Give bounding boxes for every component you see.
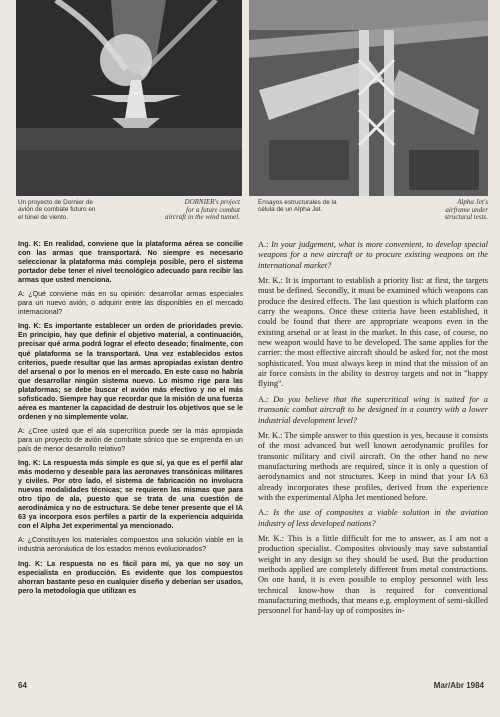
spanish-paragraph: [18, 560, 243, 596]
speaker-label: A:: [18, 536, 25, 545]
paragraph-text: This is a little difficult for me to answer, as I am not a production specialist. Composites obviously may save substantial weight in any design so they should be used. But the production methods applied are completely different from metal constructions. On one hand, it is even possible to employ personnel with less technical know-how than is required for conventional manufacturing methods, that means e.g. employment of semi-skilled personnel for hand-lay up of composites in-: [258, 533, 488, 616]
speaker-label: Ing. K:: [18, 459, 41, 468]
english-paragraph: [258, 240, 488, 271]
right-caption-spanish: Ensayos estructurales de la célula de un Alpha Jet.: [258, 199, 337, 214]
wind-tunnel-photo: [16, 0, 242, 196]
spanish-paragraph: [18, 322, 243, 422]
left-caption-spanish: Un proyecto de Dornier de avión de combate futuro en el túnel de viento.: [18, 199, 96, 221]
paragraph-text: La respuesta más simple es que sí, ya que es el perfil alar más moderno y deseable para las aeronaves transónicas militares y civiles. Por otro lado, el sistema de fabricación no involucra nuevas modalidades técnicas; se requieren las mismas que para otro tipo de ala, puesto que se trata de una cuestión de aerodinámica y no de estructura. Se debe tener presente que el IA 63 ya incorpora esos perfiles a partir de la experiencia adquirida con el Alpha Jet experimental ya mencionado.: [18, 459, 243, 531]
left-caption-english-line: aircraft in the wind tunnel.: [165, 213, 240, 222]
wind-tunnel-illustration: [16, 0, 242, 196]
paragraph-text: ¿Cree usted que el ala supercrítica puede ser la más apropiada para un proyecto de avión de combate sónico que se emprenda en un país de menor desarrollo relativo?: [18, 426, 243, 453]
spanish-paragraph: [18, 427, 243, 454]
speaker-label: A:: [18, 290, 25, 299]
left-caption-english-line: DORNIER's project: [184, 198, 240, 206]
english-paragraph: [258, 276, 488, 390]
page-number: 64: [18, 681, 27, 690]
paragraph-text: Es importante establecer un orden de prioridades previo. En principio, hay que definir el objetivo material, a continuación, precisar qué arma podrá lograr el efecto deseado; finalmente, con qué plataforma se la transportará. Una vez establecidos estos criterios, puede resultar que las armas apropiadas existan dentro del arsenal o por lo menos en el mercado. En este caso no habría que desarrollar ningún sistema nuevo. Lo mismo rige para las plataformas; se debe buscar el avión más efectivo y no el más sofisticado. Siempre hay que recordar que la misión de una fuerza aérea es mantener la capacidad de destruir los objetivos que se le ordenen y no simplemente volar.: [18, 322, 243, 421]
left-caption-english-line: for a future combat: [186, 205, 240, 214]
english-paragraph: [258, 395, 488, 426]
spanish-column: [18, 240, 243, 601]
right-caption-english-line: Alpha Jet's: [457, 198, 488, 206]
left-caption-english: [100, 199, 240, 222]
paragraph-text: Is the use of composites a viable solution in the aviation industry of less developed nations?: [258, 508, 488, 528]
speaker-label: Ing. K:: [18, 559, 43, 568]
paragraph-text: Do you believe that the supercritical wing is suited for a transonic combat aircraft to be designed in a country with a lower industrial development level?: [258, 394, 488, 425]
paragraph-text: It is important to establish a priority list: at first, the targets must be defined. Secondly, it must be examined which weapons can produce the desired effects. The last question is which platform can carry the weapons. Once these criteria have been established, it could be found that there are appropriate weapons even in the existing arsenal or at least in the market. In this case, of course, no new weapon would have to be developed. The same applies for the carrier: the most effective aircraft should be asked for, not the most sophisticated. You must always keep in mind that the mission of an air force consists in the ability to destroy targets and not in "happy flying".: [258, 276, 488, 389]
speaker-label: Mr. K.:: [258, 533, 285, 543]
speaker-label: A.:: [258, 508, 269, 518]
paragraph-text: ¿Constituyen los materiales compuestos una solución viable en la industria aeronáutica de los estados menos evolucionados?: [18, 536, 243, 554]
issue-date: Mar/Abr 1984: [433, 681, 484, 690]
paragraph-text: La respuesta no es fácil para mí, ya que no soy un especialista en producción. Es evidente que los compuestos ahorran bastante peso en cualquier diseño y deberían ser usados, pero la metodología que utilizan es: [18, 559, 243, 595]
spanish-paragraph: [18, 536, 243, 554]
speaker-label: Ing. K:: [18, 240, 41, 248]
speaker-label: Mr. K.:: [258, 430, 283, 440]
right-caption-english: [368, 199, 488, 222]
speaker-label: A.:: [258, 240, 269, 249]
speaker-label: A.:: [258, 394, 269, 404]
english-paragraph: [258, 534, 488, 617]
english-paragraph: [258, 508, 488, 529]
paragraph-text: In your judgement, what is more convenient, to develop special weapons for a new aircraft or to procure existing weapons on the international market?: [258, 240, 488, 270]
english-column: [258, 240, 488, 622]
speaker-label: Ing. K:: [18, 322, 41, 331]
speaker-label: Mr. K.:: [258, 276, 283, 286]
right-caption-english-line: structural tests.: [444, 213, 488, 222]
alpha-jet-structural-photo: [249, 0, 488, 196]
speaker-label: A:: [18, 426, 25, 435]
right-caption-english-line: airframe under: [445, 205, 488, 214]
paragraph-text: The simple answer to this question is yes, because it consists of the most advanced but well known aerodynamic profiles for transonic military and civil aircraft. On the other hand no new manufacturing methods are required, since it is only a question of aerodynamics and not structures. Keep in mind that your IA 63 already incorporates these profiles, derived from the experience with the experimental Alpha Jet mentioned before.: [258, 430, 488, 502]
paragraph-text: En realidad, conviene que la plataforma aérea se concilie con las armas que transportará. No siempre es necesario seleccionar la plataforma más compleja posible, pero el sistema portador debe tener el nivel tecnológico adecuado para recibir las armas que usted menciona.: [18, 240, 243, 285]
paragraph-text: ¿Qué conviene más en su opinión: desarrollar armas especiales para un nuevo avión, o adquirir entre las disponibles en el mercado internacional?: [18, 290, 243, 317]
spanish-paragraph: [18, 459, 243, 531]
structural-test-illustration: [249, 0, 488, 196]
spanish-paragraph: [18, 290, 243, 317]
spanish-paragraph: [18, 240, 243, 285]
english-paragraph: [258, 431, 488, 503]
